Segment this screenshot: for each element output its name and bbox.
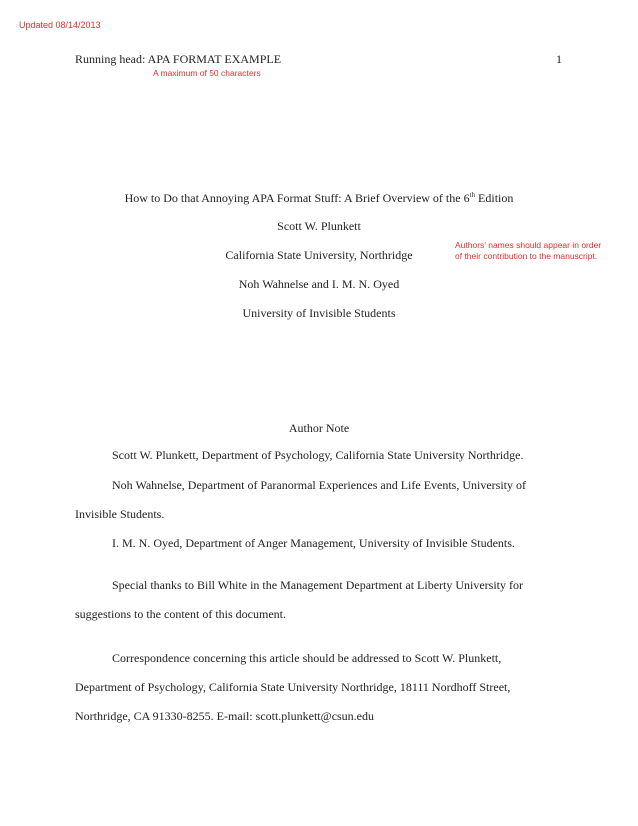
coauthor-names: Noh Wahnelse and I. M. N. Oyed: [238, 277, 400, 291]
author-note-paragraph: Noh Wahnelse, Department of Paranormal Experiences and Life Events, University of Invisible Students.: [75, 478, 527, 521]
running-head-note: A maximum of 50 characters: [153, 68, 261, 78]
page-number: 1: [556, 52, 562, 66]
coauthor-affiliation: University of Invisible Students: [242, 306, 396, 320]
author-name: Scott W. Plunkett: [277, 219, 361, 233]
author-note-heading: Author Note: [288, 421, 350, 435]
authors-order-note: Authors’ names should appear in order of their contribution to the manuscript.: [455, 240, 602, 261]
author-note-paragraph: Scott W. Plunkett, Department of Psychology, California State University Northridge.: [112, 448, 524, 462]
paper-title: How to Do that Annoying APA Format Stuff: A Brief Overview of the 6th Edition: [124, 191, 514, 205]
updated-date: Updated 08/14/2013: [19, 20, 101, 30]
author-affiliation: California State University, Northridge: [225, 248, 413, 262]
correspondence-paragraph: Correspondence concerning this article should be addressed to Scott W. Plunkett, Department of Psychology, California State University Northridge, 18111 Nordhoff Street, Northridge, CA 91330-8255. E-mail: scott.plunkett@csun.edu: [75, 651, 511, 723]
acknowledgment-paragraph: Special thanks to Bill White in the Management Department at Liberty University for suggestions to the content of this document.: [75, 578, 524, 621]
running-head: Running head: APA FORMAT EXAMPLE: [75, 52, 282, 66]
author-note-paragraph: I. M. N. Oyed, Department of Anger Management, University of Invisible Students.: [112, 536, 515, 550]
